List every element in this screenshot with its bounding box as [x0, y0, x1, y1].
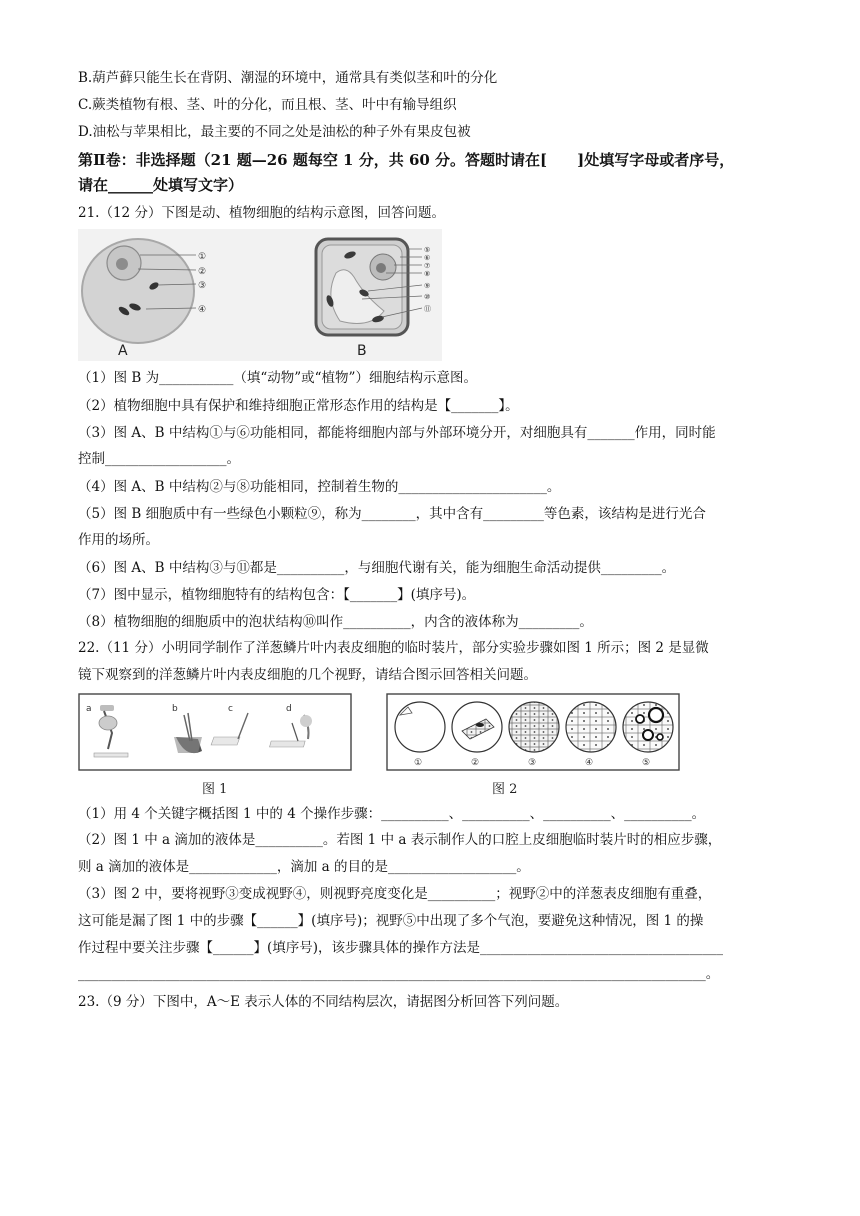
q21-part5: （5）图 B 细胞质中有一些绿色小颗粒⑨，称为________，其中含有_________等色素，该结构是进行光合 [78, 506, 706, 522]
plant-marker-11: ⑪ [424, 305, 431, 313]
q21-part2: （2）植物细胞中具有保护和维持细胞正常形态作用的结构是【_______】。 [78, 398, 519, 414]
view-2-label: ② [471, 758, 480, 768]
cell-structure-figure [78, 229, 442, 361]
animal-marker-1: ① [198, 252, 207, 262]
view-4-label: ④ [585, 758, 594, 768]
animal-marker-2: ② [198, 267, 207, 277]
plant-marker-7: ⑦ [424, 262, 431, 270]
q21-part5-cont: 作用的场所。 [78, 532, 159, 548]
question-22-cont: 镜下观察到的洋葱鳞片叶内表皮细胞的几个视野，请结合图示回答相关问题。 [78, 667, 537, 683]
animal-cell-label: A [118, 343, 128, 359]
view-5-bubbles-icon [623, 702, 673, 752]
plant-cell-label: B [357, 343, 367, 359]
q22-part2: （2）图 1 中 a 滴加的液体是__________。若图 1 中 a 表示制作人的口腔上皮细胞临时装片时的相应步骤， [78, 832, 722, 848]
plant-marker-10: ⑩ [424, 293, 431, 301]
plant-marker-5: ⑤ [424, 246, 431, 254]
plant-marker-6: ⑥ [424, 254, 431, 262]
step-a-label: a [86, 704, 92, 714]
option-c: C.蕨类植物有根、茎、叶的分化，而且根、茎、叶中有输导组织 [78, 97, 457, 113]
q22-part2-cont: 则 a 滴加的液体是_____________，滴加 a 的目的是___________________。 [78, 859, 530, 875]
q21-part8: （8）植物细胞的细胞质中的泡状结构⑩叫作__________，内含的液体称为_________。 [78, 614, 593, 630]
animal-marker-3: ③ [198, 281, 207, 291]
q21-part7: （7）图中显示，植物细胞特有的结构包含：【_______】(填序号)。 [78, 587, 476, 603]
option-b: B.葫芦藓只能生长在背阴、潮湿的环境中，通常具有类似茎和叶的分化 [78, 70, 498, 86]
section-heading: 第Ⅱ卷：非选择题（21 题—26 题每空 1 分，共 60 分。答题时请在[ ]处填写字母或者序号， [78, 151, 735, 169]
view-5-label: ⑤ [642, 758, 651, 768]
q21-part3-cont: 控制__________________。 [78, 451, 240, 467]
step-c-label: c [228, 704, 233, 714]
question-22: 22.（11 分）小明同学制作了洋葱鳞片叶内表皮细胞的临时装片，部分实验步骤如图 1 所示；图 2 是显微 [78, 640, 709, 656]
q21-part3: （3）图 A、B 中结构①与⑥功能相同，都能将细胞内部与外部环境分开，对细胞具有_______作用，同时能 [78, 425, 716, 441]
step-b-label: b [172, 704, 178, 714]
question-21: 21.（12 分）下图是动、植物细胞的结构示意图，回答问题。 [78, 205, 445, 221]
q21-part1: （1）图 B 为___________（填“动物”或“植物”）细胞结构示意图。 [78, 370, 477, 386]
q22-part3-cont2: 作过程中要关注步骤【______】(填序号)，该步骤具体的操作方法是____________________________________ [78, 940, 724, 956]
view-4-icon [566, 702, 616, 752]
section-heading-cont: 请在______处填写文字） [78, 176, 244, 194]
view-1-label: ① [414, 758, 423, 768]
step-d-label: d [286, 704, 292, 714]
q22-part1: （1）用 4 个关键字概括图 1 中的 4 个操作步骤：__________、__________、__________、__________。 [78, 806, 706, 822]
view-2-icon [452, 702, 502, 752]
question-23: 23.（9 分）下图中，A～E 表示人体的不同结构层次，请据图分析回答下列问题。 [78, 994, 569, 1010]
figure-1-caption: 图 1 [202, 782, 228, 797]
option-d: D.油松与苹果相比，最主要的不同之处是油松的种子外有果皮包被 [78, 124, 471, 140]
figure-2-views [386, 693, 682, 797]
q21-part6: （6）图 A、B 中结构③与⑪都是__________，与细胞代谢有关，能为细胞生命活动提供_________。 [78, 560, 676, 576]
q22-part3-cont1: 这可能是漏了图 1 中的步骤【______】(填序号)；视野⑤中出现了多个气泡，要避免这种情况，图 1 的操 [78, 913, 704, 929]
plant-marker-8: ⑧ [424, 270, 431, 278]
figure-1-steps [78, 693, 356, 797]
view-1-icon [395, 702, 445, 752]
plant-marker-9: ⑨ [424, 282, 431, 290]
view-3-label: ③ [528, 758, 537, 768]
q22-answer-line: _____________________________________________________________________________________________。 [78, 966, 720, 982]
figure-2-caption: 图 2 [492, 782, 518, 797]
q21-part4: （4）图 A、B 中结构②与⑧功能相同，控制着生物的______________________。 [78, 479, 561, 495]
view-3-icon [509, 702, 559, 752]
q22-part3: （3）图 2 中，要将视野③变成视野④，则视野亮度变化是__________；视野②中的洋葱表皮细胞有重叠， [78, 886, 712, 902]
animal-marker-4: ④ [198, 305, 207, 315]
